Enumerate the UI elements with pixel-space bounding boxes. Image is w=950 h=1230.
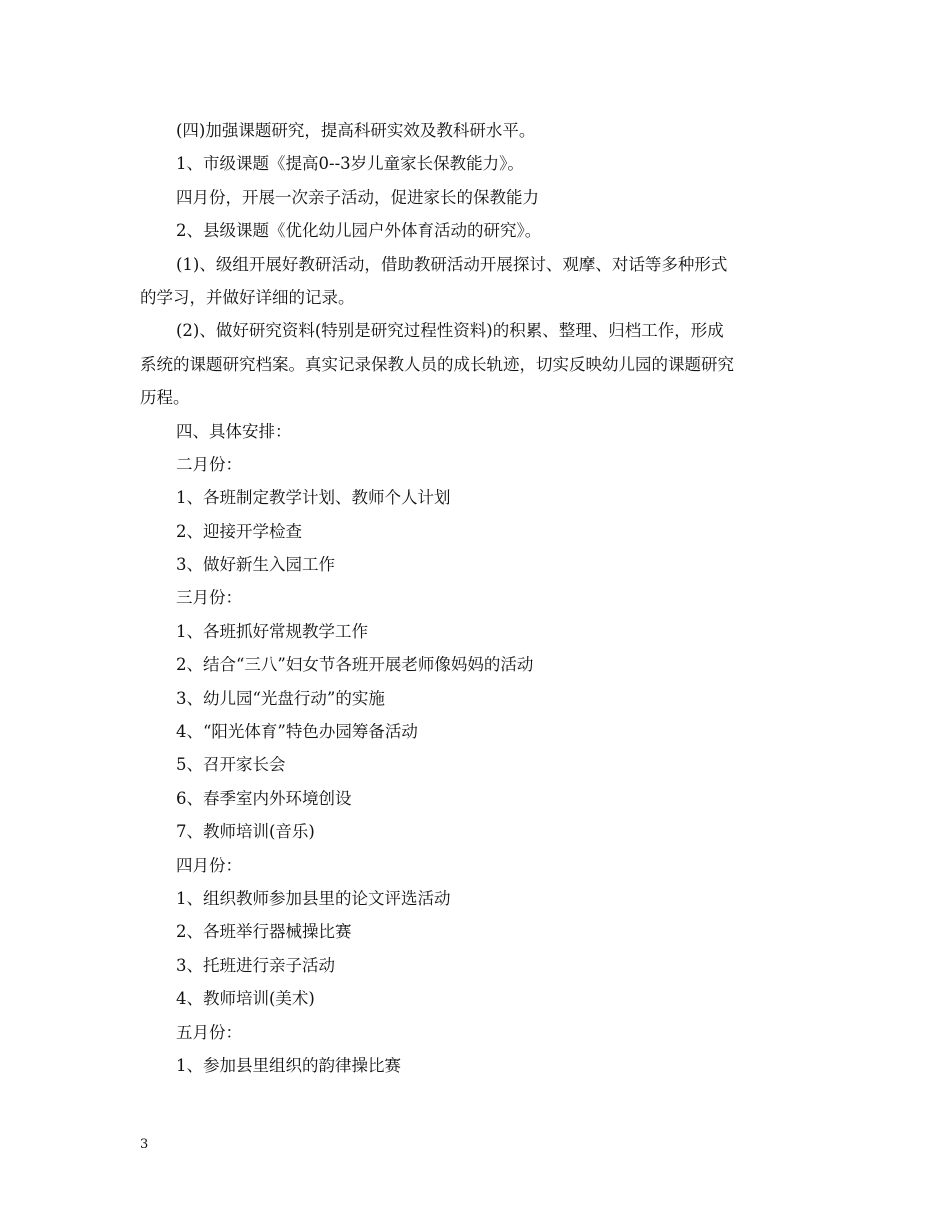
text-line: 四月份： (176, 855, 242, 875)
text-line: 4、“阳光体育”特色办园筹备活动 (176, 722, 418, 742)
text-line: 2、各班举行器械操比赛 (176, 922, 352, 942)
text-line: 历程。 (140, 388, 190, 408)
text-line: (四)加强课题研究，提高科研实效及教科研水平。 (176, 121, 536, 140)
text-line: 1、参加县里组织的韵律操比赛 (176, 1055, 401, 1075)
text-line: 1、各班抓好常规教学工作 (176, 621, 368, 641)
text-line: 2、县级课题《优化幼儿园户外体育活动的研究》。 (176, 221, 542, 241)
text-line: 四、具体安排： (176, 421, 292, 441)
text-line: 系统的课题研究档案。真实记录保教人员的成长轨迹，切实反映幼儿园的课题研究 (140, 354, 734, 374)
text-line: 1、组织教师参加县里的论文评选活动 (176, 888, 451, 908)
text-line: 五月份： (176, 1022, 242, 1042)
text-line: 3、做好新生入园工作 (176, 555, 335, 575)
text-line: 2、迎接开学检查 (176, 521, 302, 541)
text-line: (1)、级组开展好教研活动，借助教研活动开展探讨、观摩、对话等多种形式 (176, 254, 728, 274)
text-line: 1、市级课题《提高0--3岁儿童家长保教能力》。 (176, 154, 524, 174)
text-line: 三月份： (176, 588, 242, 608)
text-line: 2、结合“三八”妇女节各班开展老师像妈妈的活动 (176, 655, 534, 675)
text-line: 的学习，并做好详细的记录。 (140, 287, 355, 307)
text-line: 四月份，开展一次亲子活动，促进家长的保教能力 (176, 187, 539, 207)
page-number: 3 (140, 1137, 149, 1152)
text-line: 7、教师培训(音乐) (176, 822, 315, 842)
text-line: 二月份： (176, 454, 242, 474)
text-line: 1、各班制定教学计划、教师个人计划 (176, 488, 451, 508)
text-line: 4、教师培训(美术) (176, 989, 315, 1009)
text-line: 3、幼儿园“光盘行动”的实施 (176, 688, 385, 708)
text-line: 5、召开家长会 (176, 755, 286, 775)
document-body (140, 114, 812, 1082)
text-line: (2)、做好研究资料(特别是研究过程性资料)的积累、整理、归档工作，形成 (176, 321, 724, 341)
text-line: 3、托班进行亲子活动 (176, 955, 335, 975)
text-line: 6、春季室内外环境创设 (176, 788, 352, 808)
